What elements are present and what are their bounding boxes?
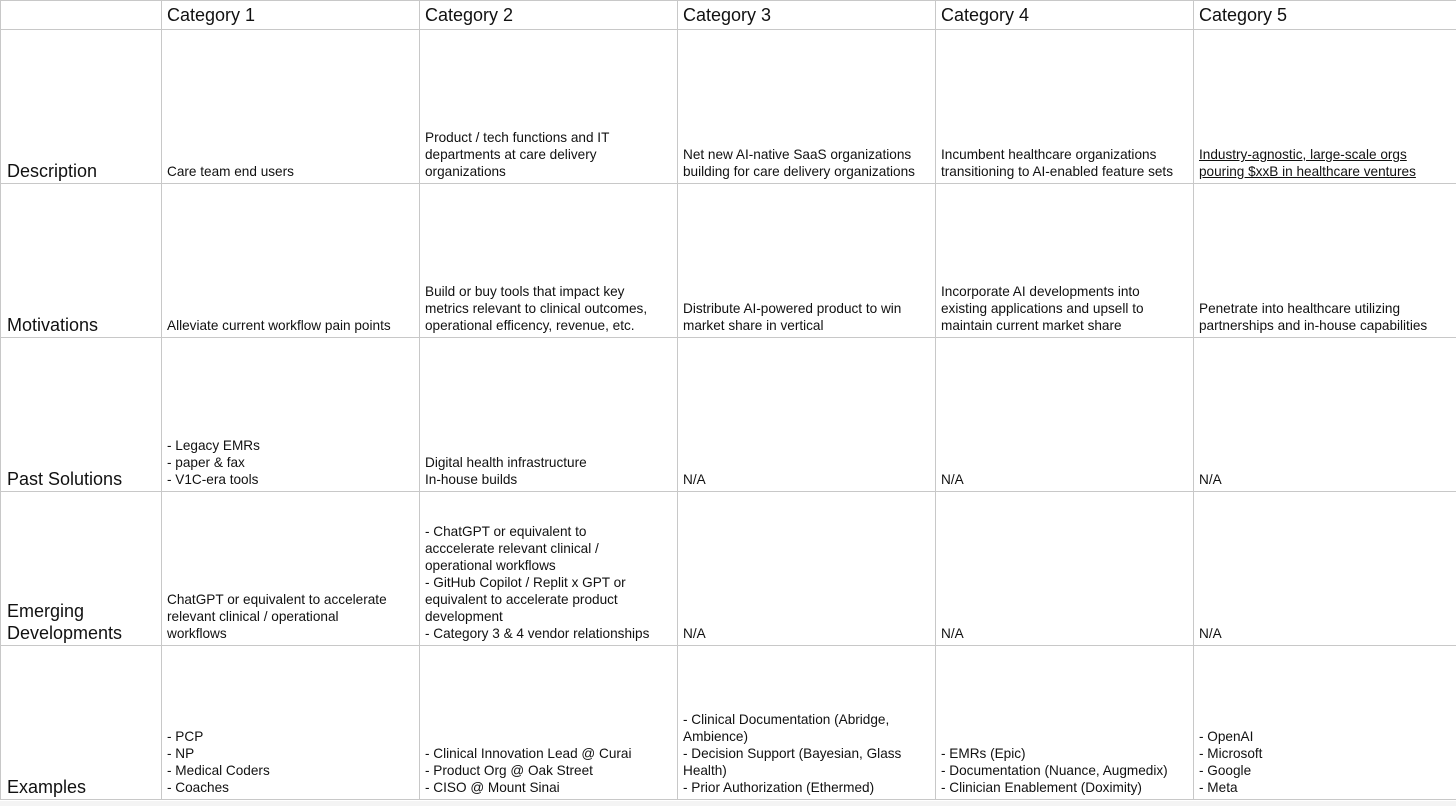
table-cell[interactable]: - EMRs (Epic) - Documentation (Nuance, Augmedix) - Clinician Enablement (Doximity) bbox=[936, 646, 1194, 800]
table-cell[interactable]: N/A bbox=[678, 338, 936, 492]
row-header-past-solutions[interactable]: Past Solutions bbox=[1, 338, 162, 492]
table-cell[interactable]: Incorporate AI developments into existing applications and upsell to maintain current market share bbox=[936, 184, 1194, 338]
table-cell[interactable]: Product / tech functions and IT departments at care delivery organizations bbox=[420, 30, 678, 184]
table-cell[interactable]: N/A bbox=[936, 492, 1194, 646]
table-cell[interactable]: Alleviate current workflow pain points bbox=[162, 184, 420, 338]
row-header-description[interactable]: Description bbox=[1, 30, 162, 184]
table-cell[interactable]: - Legacy EMRs - paper & fax - V1C-era tools bbox=[162, 338, 420, 492]
column-header-category-4[interactable]: Category 4 bbox=[936, 1, 1194, 30]
table-cell[interactable]: ChatGPT or equivalent to accelerate relevant clinical / operational workflows bbox=[162, 492, 420, 646]
table-cell[interactable]: N/A bbox=[678, 492, 936, 646]
column-header-category-1[interactable]: Category 1 bbox=[162, 1, 420, 30]
table-cell[interactable]: Care team end users bbox=[162, 30, 420, 184]
table-cell[interactable] bbox=[1194, 30, 1456, 184]
table-cell[interactable]: Incumbent healthcare organizations transitioning to AI-enabled feature sets bbox=[936, 30, 1194, 184]
row-header-motivations[interactable]: Motivations bbox=[1, 184, 162, 338]
table-cell[interactable]: - ChatGPT or equivalent to acccelerate relevant clinical / operational workflows - GitHub Copilot / Replit x GPT or equivalent to accelerate product development - Category 3 & 4 vendor relationships bbox=[420, 492, 678, 646]
table-cell[interactable]: N/A bbox=[1194, 338, 1456, 492]
table-cell[interactable]: Digital health infrastructure In-house builds bbox=[420, 338, 678, 492]
table-cell[interactable]: Build or buy tools that impact key metrics relevant to clinical outcomes, operational efficency, revenue, etc. bbox=[420, 184, 678, 338]
table-cell[interactable]: - Clinical Documentation (Abridge, Ambience) - Decision Support (Bayesian, Glass Health) - Prior Authorization (Ethermed) bbox=[678, 646, 936, 800]
table-cell[interactable]: - Clinical Innovation Lead @ Curai - Product Org @ Oak Street - CISO @ Mount Sinai bbox=[420, 646, 678, 800]
next-row-edge bbox=[0, 801, 1456, 806]
table-cell[interactable]: Distribute AI-powered product to win market share in vertical bbox=[678, 184, 936, 338]
table-cell[interactable]: - OpenAI - Microsoft - Google - Meta bbox=[1194, 646, 1456, 800]
table-cell[interactable]: N/A bbox=[936, 338, 1194, 492]
table-cell[interactable]: N/A bbox=[1194, 492, 1456, 646]
row-header-emerging-developments[interactable]: Emerging Developments bbox=[1, 492, 162, 646]
column-header-category-5[interactable]: Category 5 bbox=[1194, 1, 1456, 30]
column-header-category-2[interactable]: Category 2 bbox=[420, 1, 678, 30]
underlined-cell-text: Industry-agnostic, large-scale orgs pouring $xxB in healthcare ventures bbox=[1199, 147, 1416, 179]
row-header-examples[interactable]: Examples bbox=[1, 646, 162, 800]
table-cell[interactable]: Net new AI-native SaaS organizations building for care delivery organizations bbox=[678, 30, 936, 184]
table-cell[interactable]: - PCP - NP - Medical Coders - Coaches bbox=[162, 646, 420, 800]
table-cell[interactable]: Penetrate into healthcare utilizing partnerships and in-house capabilities bbox=[1194, 184, 1456, 338]
corner-cell[interactable] bbox=[1, 1, 162, 30]
column-header-category-3[interactable]: Category 3 bbox=[678, 1, 936, 30]
